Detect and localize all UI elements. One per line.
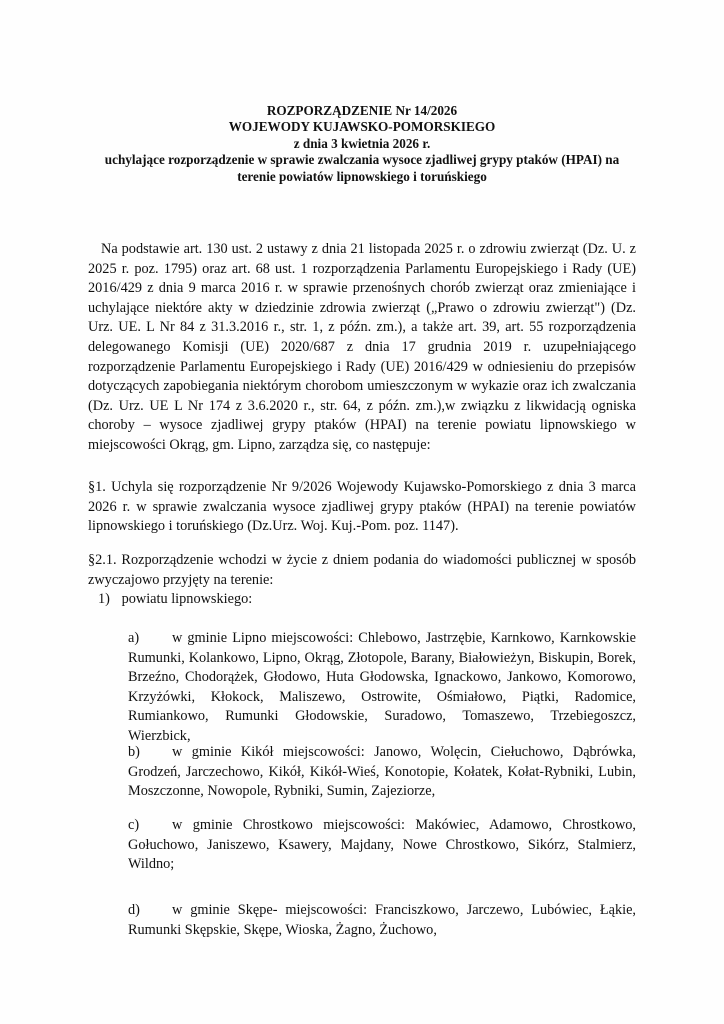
title-line-subject: uchylające rozporządzenie w sprawie zwalczania wysoce zjadliwej grypy ptaków (HPAI) na [104,152,620,168]
subitem-text: w gminie Lipno miejscowości: Chlebowo, Jastrzębie, Karnkowo, Karnkowskie Rumunki, Kolankowo, Lipno, Okrąg, Złotopole, Barany, Białowieżyn, Biskupin, Borek, Brzeźno, Chodorążek, Głodowo, Huta Głodowska, Ignackowo, Jankowo, Komorowo, Krzyżówki, Kłokock, Maliszewo, Ostrowite, Ośmiałowo, Piątki, Radomice, Rumiankowo, Rumunki Głodowskie, Suradowo, Tomaszewo, Trzebiegoszcz, Wierzbick, [128,630,636,744]
subitem-gmina-lipno [128,629,636,747]
section-2-paragraph: §2.1. Rozporządzenie wchodzi w życie z dniem podania do wiadomości publicznej w sposób zwyczajowo przyjęty na terenie: [88,552,636,588]
subitem-text: w gminie Chrostkowo miejscowości: Makówiec, Adamowo, Chrostkowo, Gołuchowo, Janiszewo, Ksawery, Majdany, Nowe Chrostkowo, Sikórz, Stalmierz, Wildno; [128,817,636,873]
title-line-subject-cont: terenie powiatów lipnowskiego i toruńskiego [237,168,487,184]
list-item-powiat-lipnowski [98,590,252,610]
regulation-title [90,103,634,185]
subitem-gmina-kikol [128,743,636,802]
subitem-text: w gminie Kikół miejscowości: Janowo, Wolęcin, Ciełuchowo, Dąbrówka, Grodzeń, Jarczechowo, Kikół, Kikół-Wieś, Konotopie, Kołatek, Kołat-Rybniki, Lubin, Moszczonne, Nowopole, Rybniki, Sumin, Zajeziorze, [128,744,636,800]
preamble-paragraph: Na podstawie art. 130 ust. 2 ustawy z dnia 21 listopada 2025 r. o zdrowiu zwierząt (Dz. U. z 2025 r. poz. 1795) oraz art. 68 ust. 1 rozporządzenia Parlamentu Europejskiego i Rady (UE) 2016/429 z dnia 9 marca 2016 r. w sprawie przenośnych chorób zwierząt oraz zmieniające i uchylające niektóre akty w dziedzinie zdrowia zwierząt („Prawo o zdrowiu zwierząt") (Dz. Urz. UE. L Nr 84 z 31.3.2016 r., str. 1, z późn. zm.), a także art. 39, art. 55 rozporządzenia delegowanego Komisji (UE) 2020/687 z dnia 17 grudnia 2019 r. uzupełniającego rozporządzenie Parlamentu Europejskiego i Rady (UE) 2016/429 w odniesieniu do przepisów dotyczących zapobiegania niektórym chorobom umieszczonym w wykazie oraz ich zwalczania (Dz. Urz. UE L Nr 174 z 3.6.2020 r., str. 64, z późn. zm.),w związku z likwidacją ogniska choroby – wysoce zjadliwej grypy ptaków (HPAI) na terenie powiatu lipnowskiego w miejscowości Okrąg, gm. Lipno, zarządza się, co następuje: [88,241,636,453]
title-line-number: ROZPORZĄDZENIE Nr 14/2026 [266,103,458,118]
list-item-number: 1) [98,591,110,607]
subitem-letter: a) [128,630,140,646]
subitem-letter: c) [128,817,140,833]
subitem-letter: b) [128,744,140,760]
subitem-letter: d) [128,902,140,918]
subitem-text: w gminie Skępe- miejscowości: Franciszkowo, Jarczewo, Lubówiec, Łąkie, Rumunki Skępskie, Skępe, Wioska, Żagno, Żuchowo, [128,902,636,938]
title-line-date: z dnia 3 kwietnia 2026 r. [293,135,431,151]
section-1-paragraph: §1. Uchyla się rozporządzenie Nr 9/2026 Wojewody Kujawsko-Pomorskiego z dnia 3 marca 2026 r. w sprawie zwalczania wysoce zjadliwej grypy ptaków (HPAI) na terenie powiatów lipnowskiego i toruńskiego (Dz.Urz. Woj. Kuj.-Pom. poz. 1147). [88,479,636,535]
subitem-gmina-skepe [128,901,636,940]
subitem-gmina-chrostkowo [128,816,636,875]
list-item-label: powiatu lipnowskiego: [121,591,253,607]
title-line-issuer: WOJEWODY KUJAWSKO-POMORSKIEGO [228,119,496,135]
